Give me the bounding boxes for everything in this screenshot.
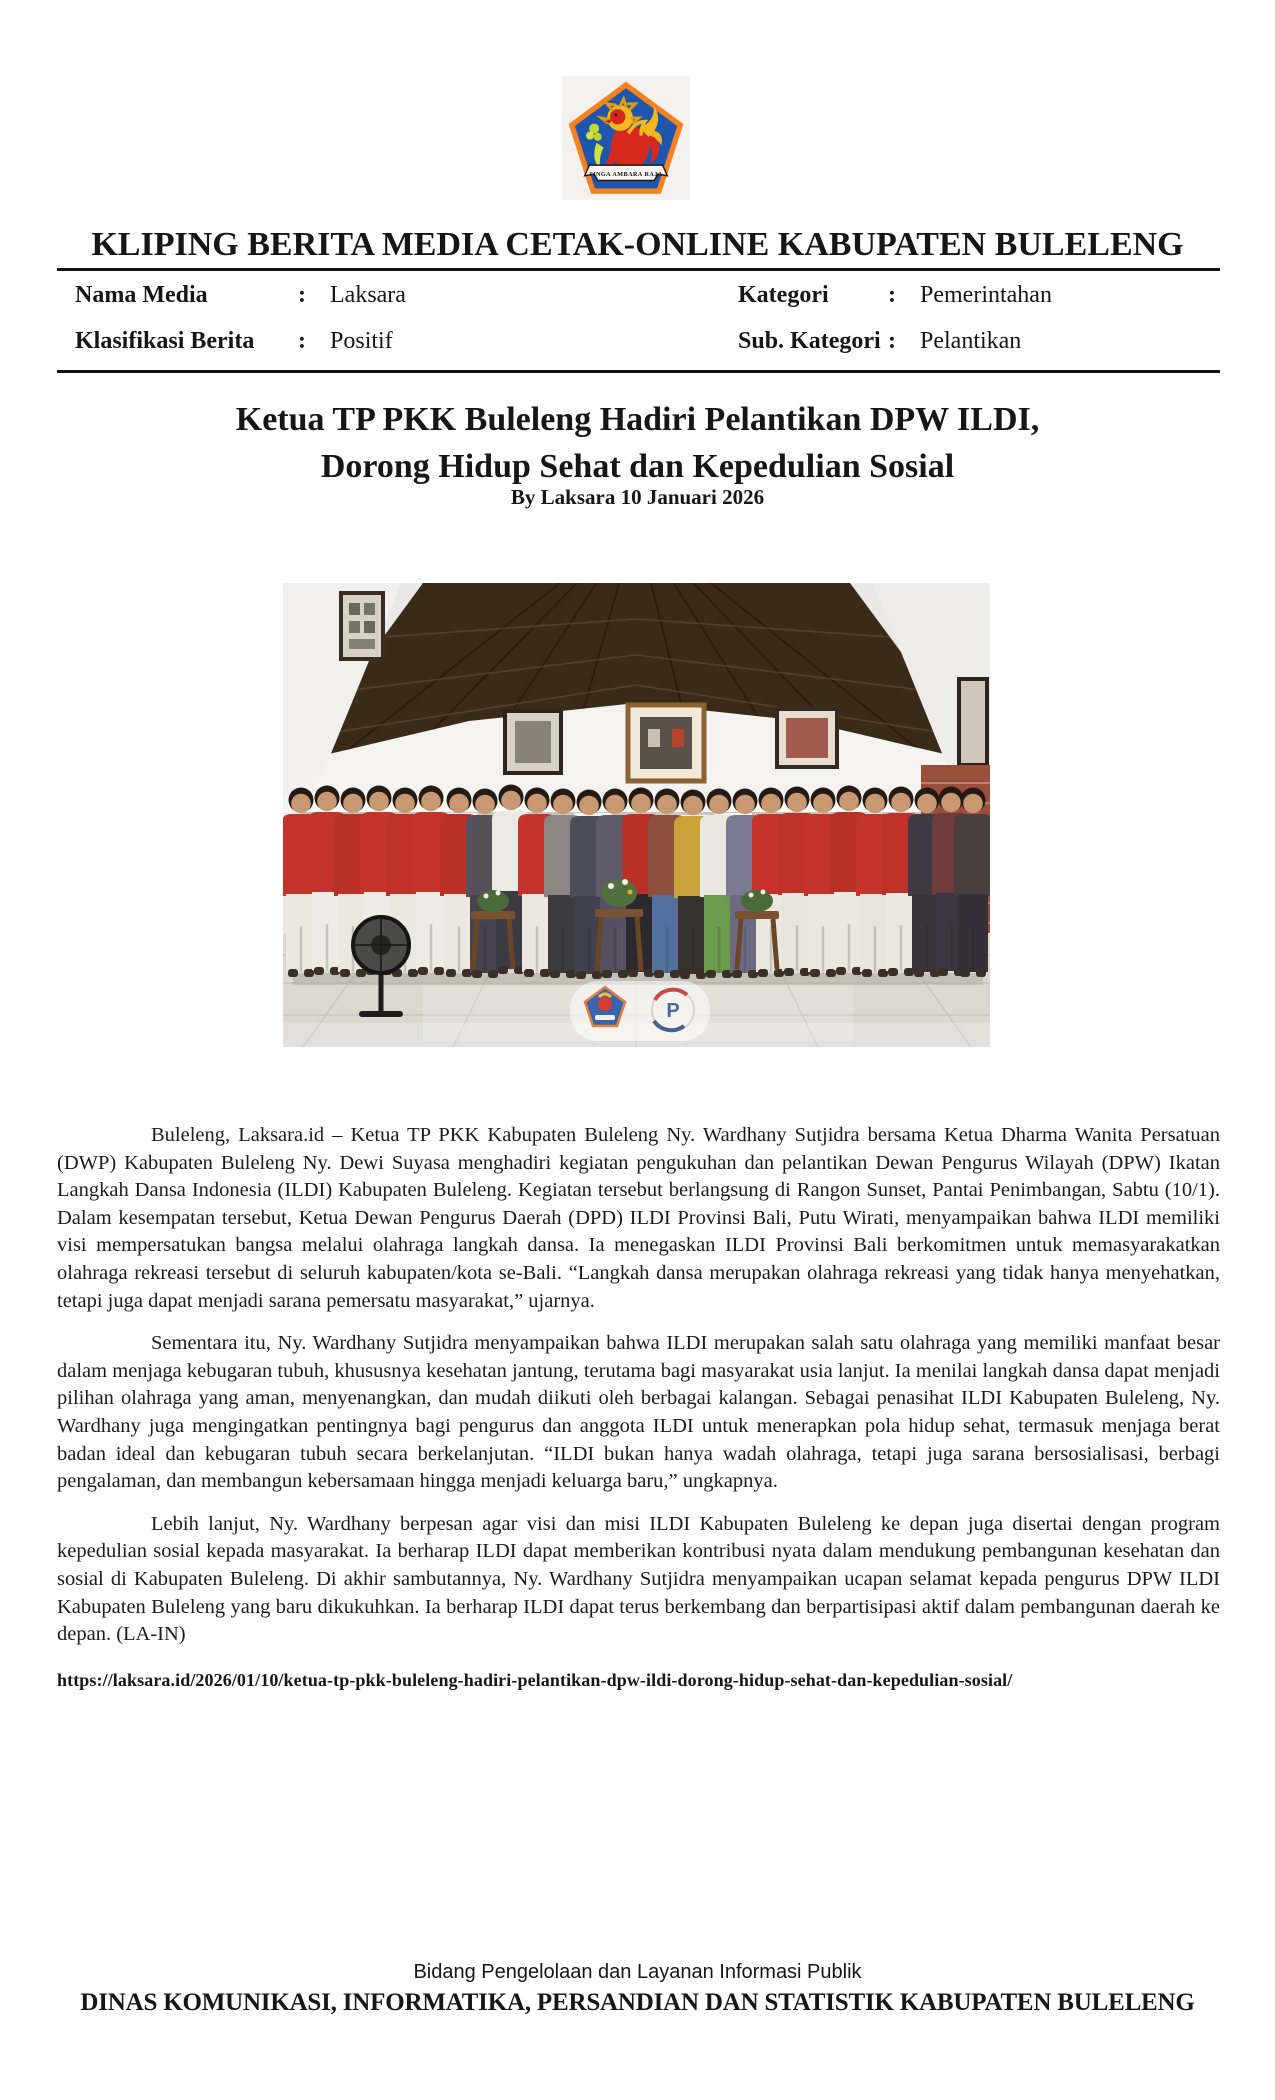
footer-agency-line: DINAS KOMUNIKASI, INFORMATIKA, PERSANDIAN DAN STATISTIK KABUPATEN BULELENG xyxy=(80,1989,1195,2016)
logo-box xyxy=(562,76,690,200)
photo-watermark xyxy=(570,981,710,1041)
article-paragraph: Lebih lanjut, Ny. Wardhany berpesan agar visi dan misi ILDI Kabupaten Buleleng ke depan juga disertai dengan program kepedulian sosial kepada masyarakat. Ia berharap ILDI dapat memberikan kontribusi nyata dalam mendukung pembangunan kesehatan dan sosial di Kabupaten Buleleng. Di akhir sambutannya, Ny. Wardhany Sutjidra menyampaikan ucapan selamat kepada pengurus DPW ILDI Kabupaten Buleleng yang baru dikukuhkan. Ia berharap ILDI dapat terus berkembang dan berpartisipasi aktif dalam pembangunan daerah ke depan. (LA-IN) xyxy=(57,1512,1220,1646)
framed-picture xyxy=(959,679,987,765)
kategori-value: Pemerintahan xyxy=(920,282,1052,308)
source-url-link[interactable]: https://laksara.id/2026/01/10/ketua-tp-pkk-buleleng-hadiri-pelantikan-dpw-ildi-dorong-hidup-sehat-dan-kepedulian-sosial/ xyxy=(57,1670,1013,1690)
article-byline: By Laksara 10 Januari 2026 xyxy=(510,485,765,509)
framed-picture xyxy=(505,711,561,773)
framed-picture xyxy=(628,705,704,781)
article-body xyxy=(57,1122,1220,1664)
watermark-letter: P xyxy=(666,1000,680,1022)
article-title-line2: Dorong Hidup Sehat dan Kepedulian Sosial xyxy=(320,448,955,485)
nama-media-value: Laksara xyxy=(330,282,406,308)
group-photo-illustration xyxy=(283,583,990,1047)
footer-division-line: Bidang Pengelolaan dan Layanan Informasi Publik xyxy=(413,1961,862,1983)
colon-separator: : xyxy=(298,282,306,308)
divider-top xyxy=(57,268,1220,271)
article-title xyxy=(0,396,1275,490)
klasifikasi-label: Klasifikasi Berita xyxy=(75,328,255,354)
sub-kategori-label: Sub. Kategori xyxy=(738,328,881,354)
article-paragraph: Sementara itu, Ny. Wardhany Sutjidra menyampaikan bahwa ILDI merupakan salah satu olahraga yang memiliki manfaat besar dalam menjaga kebugaran tubuh, khususnya kesehatan jantung, terutama bagi masyarakat usia lanjut. Ia menilai langkah dansa dapat menjadi pilihan olahraga yang aman, menyenangkan, dan mudah diikuti oleh berbagai kalangan. Sebagai penasihat ILDI Kabupaten Buleleng, Ny. Wardhany juga mengingatkan pentingnya bagi pengurus dan anggota ILDI untuk menerapkan pola hidup sehat, termasuk menjaga berat badan ideal dan kebugaran tubuh secara berkelanjutan. “ILDI bukan hanya wadah olahraga, tetapi juga sarana bersosialisasi, berbagi pengalaman, dan membangun kebersamaan hingga menjadi keluarga baru,” ungkapnya. xyxy=(57,1332,1220,1493)
divider-bottom xyxy=(57,370,1220,373)
kategori-label: Kategori xyxy=(738,282,829,308)
document-title: KLIPING BERITA MEDIA CETAK-ONLINE KABUPATEN BULELENG xyxy=(91,226,1184,263)
framed-picture xyxy=(777,709,837,767)
nama-media-label: Nama Media xyxy=(75,282,208,308)
colon-separator: : xyxy=(298,328,306,354)
colon-separator: : xyxy=(888,282,896,308)
article-photo xyxy=(283,583,990,1047)
article-title-line1: Ketua TP PKK Buleleng Hadiri Pelantikan DPW ILDI, xyxy=(235,401,1040,438)
colon-separator: : xyxy=(888,328,896,354)
klasifikasi-value: Positif xyxy=(330,328,393,354)
logo-banner-text: SINGA AMBARA RAJA xyxy=(589,171,663,178)
sub-kategori-value: Pelantikan xyxy=(920,328,1022,354)
article-paragraph: Buleleng, Laksara.id – Ketua TP PKK Kabupaten Buleleng Ny. Wardhany Sutjidra bersama Ketua Dharma Wanita Persatuan (DWP) Kabupaten Buleleng Ny. Dewi Suyasa menghadiri kegiatan pengukuhan dan pelantikan Dewan Pengurus Wilayah (DPW) Ikatan Langkah Dansa Indonesia (ILDI) Kabupaten Buleleng. Kegiatan tersebut berlangsung di Rangon Sunset, Pantai Penimbangan, Sabtu (10/1). Dalam kesempatan tersebut, Ketua Dewan Pengurus Daerah (DPD) ILDI Provinsi Bali, Putu Wirati, menyampaikan bahwa ILDI memiliki visi mempersatukan bangsa melalui olahraga langkah dansa. Ia menegaskan ILDI Provinsi Bali berkomitmen untuk memasyarakatkan olahraga rekreasi tersebut di seluruh kabupaten/kota se-Bali. “Langkah dansa merupakan olahraga rekreasi yang tidak hanya menyehatkan, tetapi juga dapat menjadi sarana pemersatu masyarakat,” ujarnya. xyxy=(57,1124,1220,1312)
framed-picture xyxy=(341,593,383,659)
circular-p-logo-watermark-icon xyxy=(652,989,694,1031)
logo-banner xyxy=(585,165,668,180)
buleleng-coat-of-arms-icon xyxy=(567,81,685,195)
